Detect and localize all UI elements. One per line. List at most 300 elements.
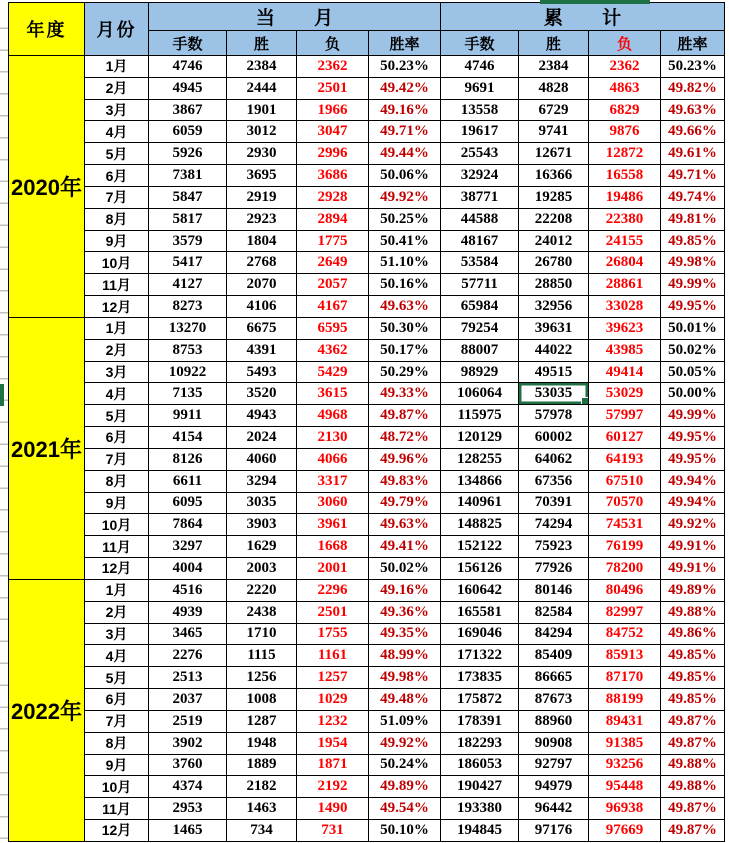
cell-current-wins[interactable]: 1710 [227, 623, 297, 645]
cell-cumulative-wins[interactable]: 70391 [519, 492, 589, 514]
cell-current-losses[interactable]: 1257 [297, 667, 369, 689]
cell-current-rate[interactable]: 49.63% [369, 296, 441, 318]
header-month[interactable]: 月份 [85, 3, 149, 56]
cell-current-losses[interactable]: 2192 [297, 776, 369, 798]
cell-cumulative-lots[interactable]: 53584 [441, 252, 519, 274]
cell-current-lots[interactable]: 5817 [149, 208, 227, 230]
cell-current-lots[interactable]: 5926 [149, 143, 227, 165]
cell-current-losses[interactable]: 3047 [297, 121, 369, 143]
cell-current-wins[interactable]: 1629 [227, 536, 297, 558]
cell-cumulative-rate[interactable]: 49.98% [661, 252, 725, 274]
cell-month[interactable]: 11月 [85, 274, 149, 296]
cell-cumulative-wins[interactable]: 44022 [519, 339, 589, 361]
cell-month[interactable]: 7月 [85, 710, 149, 732]
cell-cumulative-lots[interactable]: 57711 [441, 274, 519, 296]
cell-current-rate[interactable]: 49.41% [369, 536, 441, 558]
cell-cumulative-wins[interactable]: 39631 [519, 317, 589, 339]
cell-month[interactable]: 4月 [85, 383, 149, 405]
cell-current-lots[interactable]: 3902 [149, 732, 227, 754]
cell-cumulative-lots[interactable]: 169046 [441, 623, 519, 645]
cell-current-losses[interactable]: 1871 [297, 754, 369, 776]
cell-month[interactable]: 4月 [85, 121, 149, 143]
cell-cumulative-wins[interactable]: 49515 [519, 361, 589, 383]
cell-month[interactable]: 12月 [85, 819, 149, 841]
cell-current-losses[interactable]: 2501 [297, 77, 369, 99]
cell-current-losses[interactable]: 1161 [297, 645, 369, 667]
cell-cumulative-lots[interactable]: 140961 [441, 492, 519, 514]
cell-current-rate[interactable]: 50.10% [369, 819, 441, 841]
cell-month[interactable]: 5月 [85, 405, 149, 427]
cell-month[interactable]: 8月 [85, 732, 149, 754]
cell-month[interactable]: 3月 [85, 361, 149, 383]
cell-cumulative-losses[interactable]: 6829 [589, 99, 661, 121]
cell-current-lots[interactable]: 4516 [149, 579, 227, 601]
cell-cumulative-wins[interactable]: 6729 [519, 99, 589, 121]
cell-cumulative-rate[interactable]: 50.05% [661, 361, 725, 383]
cell-current-losses[interactable]: 3961 [297, 514, 369, 536]
cell-current-wins[interactable]: 3520 [227, 383, 297, 405]
cell-cumulative-wins[interactable]: 86665 [519, 667, 589, 689]
cell-current-lots[interactable]: 2037 [149, 689, 227, 711]
cell-cumulative-rate[interactable]: 49.89% [661, 579, 725, 601]
cell-cumulative-rate[interactable]: 49.85% [661, 645, 725, 667]
cell-current-rate[interactable]: 49.16% [369, 99, 441, 121]
cell-current-rate[interactable]: 49.33% [369, 383, 441, 405]
cell-cumulative-losses[interactable]: 28861 [589, 274, 661, 296]
cell-current-rate[interactable]: 49.71% [369, 121, 441, 143]
cell-current-wins[interactable]: 1889 [227, 754, 297, 776]
cell-cumulative-losses[interactable]: 67510 [589, 470, 661, 492]
cell-cumulative-wins[interactable]: 16366 [519, 165, 589, 187]
header-cumulative-losses[interactable]: 负 [589, 31, 661, 56]
year-cell[interactable]: 2022年 [9, 579, 85, 841]
cell-cumulative-losses[interactable]: 95448 [589, 776, 661, 798]
cell-cumulative-losses[interactable]: 80496 [589, 579, 661, 601]
cell-cumulative-lots[interactable]: 156126 [441, 558, 519, 580]
cell-current-losses[interactable]: 1029 [297, 689, 369, 711]
cell-cumulative-lots[interactable]: 38771 [441, 186, 519, 208]
cell-cumulative-wins[interactable]: 67356 [519, 470, 589, 492]
cell-month[interactable]: 10月 [85, 252, 149, 274]
cell-current-wins[interactable]: 3695 [227, 165, 297, 187]
cell-cumulative-losses[interactable]: 4863 [589, 77, 661, 99]
cell-month[interactable]: 1月 [85, 317, 149, 339]
cell-current-lots[interactable]: 9911 [149, 405, 227, 427]
cell-cumulative-wins[interactable]: 32956 [519, 296, 589, 318]
cell-month[interactable]: 6月 [85, 165, 149, 187]
cell-cumulative-wins[interactable]: 94979 [519, 776, 589, 798]
cell-current-lots[interactable]: 4127 [149, 274, 227, 296]
cell-current-wins[interactable]: 2070 [227, 274, 297, 296]
cell-cumulative-lots[interactable]: 115975 [441, 405, 519, 427]
cell-cumulative-lots[interactable]: 13558 [441, 99, 519, 121]
cell-current-losses[interactable]: 1490 [297, 798, 369, 820]
cell-month[interactable]: 6月 [85, 689, 149, 711]
cell-cumulative-wins[interactable]: 4828 [519, 77, 589, 99]
cell-current-wins[interactable]: 2220 [227, 579, 297, 601]
cell-cumulative-losses[interactable]: 57997 [589, 405, 661, 427]
cell-current-rate[interactable]: 50.23% [369, 56, 441, 78]
cell-month[interactable]: 10月 [85, 776, 149, 798]
cell-cumulative-losses[interactable]: 64193 [589, 448, 661, 470]
cell-cumulative-lots[interactable]: 160642 [441, 579, 519, 601]
cell-month[interactable]: 2月 [85, 339, 149, 361]
cell-current-losses[interactable]: 1775 [297, 230, 369, 252]
cell-cumulative-rate[interactable]: 49.63% [661, 99, 725, 121]
cell-cumulative-rate[interactable]: 50.00% [661, 383, 725, 405]
cell-cumulative-rate[interactable]: 49.88% [661, 776, 725, 798]
cell-cumulative-rate[interactable]: 49.85% [661, 230, 725, 252]
cell-cumulative-wins[interactable]: 80146 [519, 579, 589, 601]
cell-cumulative-wins[interactable]: 19285 [519, 186, 589, 208]
cell-cumulative-losses[interactable]: 84752 [589, 623, 661, 645]
cell-current-wins[interactable]: 6675 [227, 317, 297, 339]
cell-current-losses[interactable]: 6595 [297, 317, 369, 339]
cell-cumulative-wins[interactable]: 92797 [519, 754, 589, 776]
cell-current-losses[interactable]: 5429 [297, 361, 369, 383]
cell-cumulative-wins[interactable]: 12671 [519, 143, 589, 165]
cell-cumulative-losses[interactable]: 53029 [589, 383, 661, 405]
cell-current-rate[interactable]: 49.79% [369, 492, 441, 514]
cell-cumulative-rate[interactable]: 49.95% [661, 427, 725, 449]
cell-current-losses[interactable]: 4066 [297, 448, 369, 470]
cell-current-lots[interactable]: 8273 [149, 296, 227, 318]
cell-current-losses[interactable]: 1668 [297, 536, 369, 558]
cell-current-wins[interactable]: 2003 [227, 558, 297, 580]
cell-cumulative-losses[interactable]: 93256 [589, 754, 661, 776]
cell-cumulative-rate[interactable]: 49.87% [661, 732, 725, 754]
cell-month[interactable]: 9月 [85, 492, 149, 514]
cell-cumulative-wins[interactable]: 96442 [519, 798, 589, 820]
cell-current-losses[interactable]: 2001 [297, 558, 369, 580]
cell-cumulative-losses[interactable]: 88199 [589, 689, 661, 711]
cell-current-rate[interactable]: 49.89% [369, 776, 441, 798]
cell-current-lots[interactable]: 3579 [149, 230, 227, 252]
cell-cumulative-rate[interactable]: 49.94% [661, 492, 725, 514]
cell-cumulative-losses[interactable]: 19486 [589, 186, 661, 208]
cell-cumulative-wins[interactable]: 87673 [519, 689, 589, 711]
cell-cumulative-rate[interactable]: 49.95% [661, 296, 725, 318]
cell-month[interactable]: 2月 [85, 77, 149, 99]
cell-current-rate[interactable]: 49.35% [369, 623, 441, 645]
cell-month[interactable]: 6月 [85, 427, 149, 449]
cell-current-rate[interactable]: 49.92% [369, 732, 441, 754]
cell-month[interactable]: 9月 [85, 754, 149, 776]
cell-cumulative-lots[interactable]: 134866 [441, 470, 519, 492]
cell-current-lots[interactable]: 7135 [149, 383, 227, 405]
cell-current-wins[interactable]: 4391 [227, 339, 297, 361]
cell-cumulative-rate[interactable]: 49.87% [661, 710, 725, 732]
cell-current-losses[interactable]: 4968 [297, 405, 369, 427]
cell-cumulative-rate[interactable]: 49.82% [661, 77, 725, 99]
cell-cumulative-lots[interactable]: 190427 [441, 776, 519, 798]
cell-cumulative-lots[interactable]: 65984 [441, 296, 519, 318]
cell-cumulative-wins[interactable]: 75923 [519, 536, 589, 558]
cell-month[interactable]: 11月 [85, 798, 149, 820]
cell-cumulative-losses[interactable]: 22380 [589, 208, 661, 230]
header-cumulative-wins[interactable]: 胜 [519, 31, 589, 56]
cell-cumulative-losses[interactable]: 33028 [589, 296, 661, 318]
cell-current-losses[interactable]: 731 [297, 819, 369, 841]
cell-month[interactable]: 9月 [85, 230, 149, 252]
cell-current-lots[interactable]: 3465 [149, 623, 227, 645]
cell-cumulative-lots[interactable]: 186053 [441, 754, 519, 776]
cell-current-rate[interactable]: 49.92% [369, 186, 441, 208]
cell-cumulative-lots[interactable]: 98929 [441, 361, 519, 383]
cell-cumulative-losses[interactable]: 43985 [589, 339, 661, 361]
cell-current-wins[interactable]: 1948 [227, 732, 297, 754]
cell-cumulative-losses[interactable]: 96938 [589, 798, 661, 820]
cell-current-losses[interactable]: 2296 [297, 579, 369, 601]
cell-cumulative-wins[interactable]: 97176 [519, 819, 589, 841]
cell-current-wins[interactable]: 1008 [227, 689, 297, 711]
cell-cumulative-wins[interactable]: 28850 [519, 274, 589, 296]
cell-cumulative-losses[interactable]: 24155 [589, 230, 661, 252]
cell-cumulative-wins[interactable]: 77926 [519, 558, 589, 580]
cell-cumulative-rate[interactable]: 49.74% [661, 186, 725, 208]
cell-current-losses[interactable]: 4362 [297, 339, 369, 361]
cell-current-wins[interactable]: 2182 [227, 776, 297, 798]
cell-current-rate[interactable]: 49.83% [369, 470, 441, 492]
cell-current-lots[interactable]: 2519 [149, 710, 227, 732]
cell-cumulative-lots[interactable]: 171322 [441, 645, 519, 667]
cell-current-lots[interactable]: 3867 [149, 99, 227, 121]
cell-current-rate[interactable]: 48.72% [369, 427, 441, 449]
cell-current-losses[interactable]: 1954 [297, 732, 369, 754]
cell-current-lots[interactable]: 4154 [149, 427, 227, 449]
cell-month[interactable]: 8月 [85, 208, 149, 230]
cell-cumulative-wins[interactable]: 9741 [519, 121, 589, 143]
cell-month[interactable]: 5月 [85, 143, 149, 165]
cell-current-wins[interactable]: 2923 [227, 208, 297, 230]
cell-current-lots[interactable]: 2513 [149, 667, 227, 689]
cell-current-rate[interactable]: 49.36% [369, 601, 441, 623]
cell-current-wins[interactable]: 1804 [227, 230, 297, 252]
cell-month[interactable]: 7月 [85, 186, 149, 208]
cell-current-rate[interactable]: 50.06% [369, 165, 441, 187]
cell-current-wins[interactable]: 2919 [227, 186, 297, 208]
cell-current-rate[interactable]: 50.41% [369, 230, 441, 252]
cell-cumulative-rate[interactable]: 49.87% [661, 819, 725, 841]
cell-cumulative-rate[interactable]: 49.94% [661, 470, 725, 492]
cell-month[interactable]: 3月 [85, 99, 149, 121]
cell-month[interactable]: 12月 [85, 558, 149, 580]
cell-current-losses[interactable]: 4167 [297, 296, 369, 318]
cell-cumulative-lots[interactable]: 128255 [441, 448, 519, 470]
cell-cumulative-rate[interactable]: 49.91% [661, 558, 725, 580]
cell-cumulative-rate[interactable]: 49.71% [661, 165, 725, 187]
cell-current-rate[interactable]: 50.29% [369, 361, 441, 383]
cell-current-lots[interactable]: 2953 [149, 798, 227, 820]
cell-cumulative-lots[interactable]: 175872 [441, 689, 519, 711]
cell-month[interactable]: 2月 [85, 601, 149, 623]
cell-current-lots[interactable]: 6611 [149, 470, 227, 492]
cell-current-losses[interactable]: 2649 [297, 252, 369, 274]
cell-current-wins[interactable]: 5493 [227, 361, 297, 383]
cell-cumulative-rate[interactable]: 49.85% [661, 689, 725, 711]
cell-current-wins[interactable]: 2444 [227, 77, 297, 99]
cell-cumulative-wins[interactable]: 85409 [519, 645, 589, 667]
cell-cumulative-rate[interactable]: 50.02% [661, 339, 725, 361]
cell-month[interactable]: 1月 [85, 56, 149, 78]
cell-cumulative-lots[interactable]: 4746 [441, 56, 519, 78]
cell-cumulative-losses[interactable]: 76199 [589, 536, 661, 558]
cell-cumulative-rate[interactable]: 49.87% [661, 798, 725, 820]
cell-cumulative-losses[interactable]: 82997 [589, 601, 661, 623]
cell-cumulative-rate[interactable]: 49.81% [661, 208, 725, 230]
cell-cumulative-rate[interactable]: 50.23% [661, 56, 725, 78]
cell-cumulative-rate[interactable]: 49.92% [661, 514, 725, 536]
cell-cumulative-wins[interactable]: 60002 [519, 427, 589, 449]
cell-cumulative-wins[interactable]: 74294 [519, 514, 589, 536]
cell-current-losses[interactable]: 1966 [297, 99, 369, 121]
cell-month[interactable]: 8月 [85, 470, 149, 492]
cell-current-lots[interactable]: 4939 [149, 601, 227, 623]
cell-current-wins[interactable]: 2024 [227, 427, 297, 449]
cell-current-wins[interactable]: 4106 [227, 296, 297, 318]
cell-current-rate[interactable]: 50.17% [369, 339, 441, 361]
cell-month[interactable]: 3月 [85, 623, 149, 645]
cell-cumulative-lots[interactable]: 32924 [441, 165, 519, 187]
cell-cumulative-losses[interactable]: 89431 [589, 710, 661, 732]
cell-current-wins[interactable]: 2384 [227, 56, 297, 78]
cell-current-wins[interactable]: 4060 [227, 448, 297, 470]
cell-cumulative-losses[interactable]: 78200 [589, 558, 661, 580]
cell-month[interactable]: 5月 [85, 667, 149, 689]
cell-cumulative-lots[interactable]: 194845 [441, 819, 519, 841]
cell-cumulative-rate[interactable]: 49.85% [661, 667, 725, 689]
cell-cumulative-rate[interactable]: 49.88% [661, 754, 725, 776]
cell-cumulative-losses[interactable]: 9876 [589, 121, 661, 143]
cell-current-losses[interactable]: 2928 [297, 186, 369, 208]
cell-cumulative-losses[interactable]: 26804 [589, 252, 661, 274]
cell-cumulative-rate[interactable]: 49.88% [661, 601, 725, 623]
cell-current-rate[interactable]: 49.63% [369, 514, 441, 536]
cell-cumulative-rate[interactable]: 49.61% [661, 143, 725, 165]
cell-current-losses[interactable]: 2996 [297, 143, 369, 165]
header-current-wins[interactable]: 胜 [227, 31, 297, 56]
cell-current-losses[interactable]: 3615 [297, 383, 369, 405]
cell-month[interactable]: 10月 [85, 514, 149, 536]
cell-current-wins[interactable]: 3012 [227, 121, 297, 143]
cell-current-rate[interactable]: 50.16% [369, 274, 441, 296]
cell-current-wins[interactable]: 1901 [227, 99, 297, 121]
cell-current-rate[interactable]: 49.44% [369, 143, 441, 165]
cell-cumulative-lots[interactable]: 19617 [441, 121, 519, 143]
cell-cumulative-wins[interactable]: 64062 [519, 448, 589, 470]
cell-current-rate[interactable]: 49.87% [369, 405, 441, 427]
cell-month[interactable]: 7月 [85, 448, 149, 470]
cell-current-losses[interactable]: 1232 [297, 710, 369, 732]
cell-current-lots[interactable]: 4945 [149, 77, 227, 99]
cell-cumulative-losses[interactable]: 16558 [589, 165, 661, 187]
cell-current-lots[interactable]: 3297 [149, 536, 227, 558]
cell-cumulative-losses[interactable]: 74531 [589, 514, 661, 536]
cell-current-losses[interactable]: 2057 [297, 274, 369, 296]
cell-cumulative-wins[interactable]: 84294 [519, 623, 589, 645]
cell-current-wins[interactable]: 3035 [227, 492, 297, 514]
header-current-winrate[interactable]: 胜率 [369, 31, 441, 56]
cell-current-losses[interactable]: 2501 [297, 601, 369, 623]
cell-month[interactable]: 12月 [85, 296, 149, 318]
cell-current-lots[interactable]: 2276 [149, 645, 227, 667]
cell-current-losses[interactable]: 3317 [297, 470, 369, 492]
header-cumulative-lots[interactable]: 手数 [441, 31, 519, 56]
cell-cumulative-lots[interactable]: 165581 [441, 601, 519, 623]
cell-cumulative-wins[interactable]: 24012 [519, 230, 589, 252]
cell-cumulative-lots[interactable]: 178391 [441, 710, 519, 732]
cell-current-wins[interactable]: 2930 [227, 143, 297, 165]
cell-current-losses[interactable]: 3060 [297, 492, 369, 514]
cell-cumulative-rate[interactable]: 50.01% [661, 317, 725, 339]
cell-cumulative-rate[interactable]: 49.66% [661, 121, 725, 143]
cell-cumulative-losses[interactable]: 12872 [589, 143, 661, 165]
cell-cumulative-lots[interactable]: 152122 [441, 536, 519, 558]
year-cell[interactable]: 2020年 [9, 56, 85, 318]
cell-current-rate[interactable]: 49.98% [369, 667, 441, 689]
cell-current-lots[interactable]: 8753 [149, 339, 227, 361]
cell-current-rate[interactable]: 50.30% [369, 317, 441, 339]
cell-cumulative-lots[interactable]: 106064 [441, 383, 519, 405]
cell-cumulative-lots[interactable]: 44588 [441, 208, 519, 230]
cell-cumulative-rate[interactable]: 49.95% [661, 448, 725, 470]
cell-current-lots[interactable]: 7381 [149, 165, 227, 187]
cell-cumulative-losses[interactable]: 87170 [589, 667, 661, 689]
cell-current-losses[interactable]: 2362 [297, 56, 369, 78]
cell-current-lots[interactable]: 13270 [149, 317, 227, 339]
cell-current-wins[interactable]: 4943 [227, 405, 297, 427]
cell-current-rate[interactable]: 49.96% [369, 448, 441, 470]
cell-current-lots[interactable]: 3760 [149, 754, 227, 776]
cell-cumulative-lots[interactable]: 79254 [441, 317, 519, 339]
header-year[interactable]: 年度 [9, 3, 85, 56]
cell-cumulative-rate[interactable]: 49.99% [661, 274, 725, 296]
cell-month[interactable]: 1月 [85, 579, 149, 601]
cell-cumulative-lots[interactable]: 148825 [441, 514, 519, 536]
cell-cumulative-wins[interactable]: 2384 [519, 56, 589, 78]
cell-cumulative-rate[interactable]: 49.86% [661, 623, 725, 645]
cell-current-lots[interactable]: 7864 [149, 514, 227, 536]
cell-current-lots[interactable]: 4004 [149, 558, 227, 580]
cell-month[interactable]: 11月 [85, 536, 149, 558]
cell-cumulative-wins[interactable]: 88960 [519, 710, 589, 732]
cell-current-wins[interactable]: 734 [227, 819, 297, 841]
cell-current-rate[interactable]: 49.48% [369, 689, 441, 711]
cell-current-lots[interactable]: 8126 [149, 448, 227, 470]
cell-current-lots[interactable]: 5847 [149, 186, 227, 208]
cell-current-rate[interactable]: 48.99% [369, 645, 441, 667]
cell-cumulative-losses[interactable]: 70570 [589, 492, 661, 514]
cell-current-rate[interactable]: 50.24% [369, 754, 441, 776]
cell-current-wins[interactable]: 3294 [227, 470, 297, 492]
cell-current-rate[interactable]: 51.10% [369, 252, 441, 274]
header-cumulative-winrate[interactable]: 胜率 [661, 31, 725, 56]
cell-current-wins[interactable]: 1287 [227, 710, 297, 732]
header-group-cumulative[interactable]: 累 计 [441, 3, 725, 31]
cell-current-rate[interactable]: 51.09% [369, 710, 441, 732]
cell-current-rate[interactable]: 49.42% [369, 77, 441, 99]
cell-current-lots[interactable]: 1465 [149, 819, 227, 841]
cell-current-rate[interactable]: 50.02% [369, 558, 441, 580]
cell-current-lots[interactable]: 6095 [149, 492, 227, 514]
cell-cumulative-lots[interactable]: 25543 [441, 143, 519, 165]
cell-current-rate[interactable]: 49.16% [369, 579, 441, 601]
cell-cumulative-losses[interactable]: 39623 [589, 317, 661, 339]
cell-current-losses[interactable]: 2130 [297, 427, 369, 449]
cell-current-rate[interactable]: 49.54% [369, 798, 441, 820]
cell-cumulative-wins[interactable]: 57978 [519, 405, 589, 427]
cell-cumulative-wins[interactable]: 26780 [519, 252, 589, 274]
